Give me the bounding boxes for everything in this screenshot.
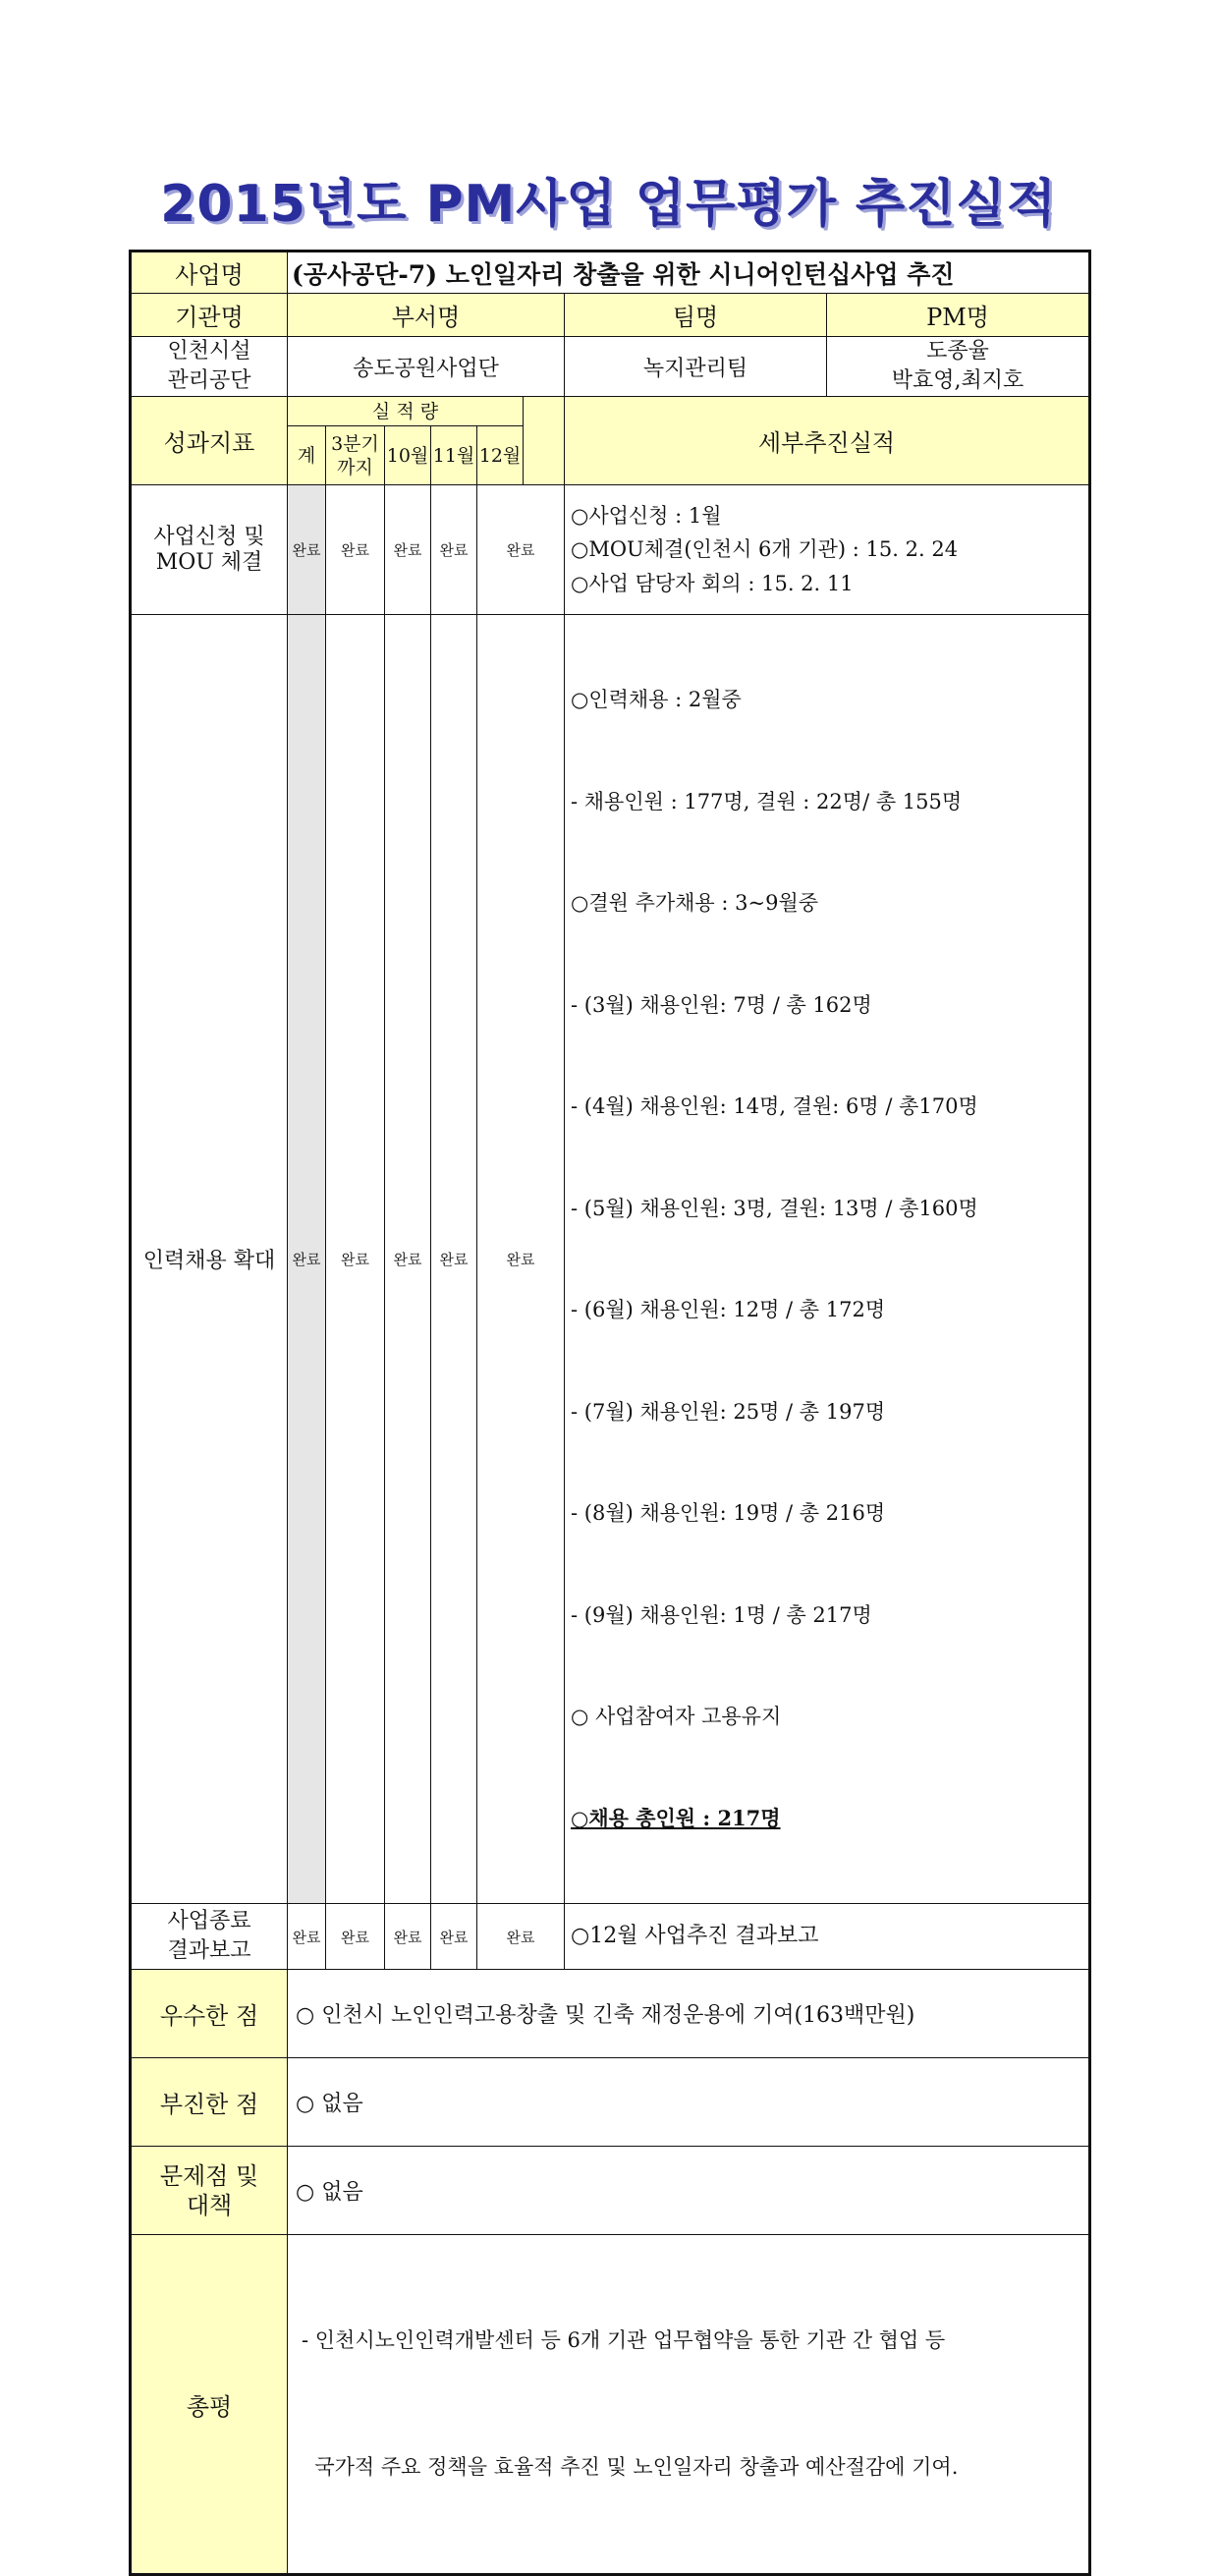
dec-header: 12월 xyxy=(477,426,524,485)
value-q3: 완료 xyxy=(326,1904,385,1970)
value-oct: 완료 xyxy=(385,485,431,615)
detail-header: 세부추진실적 xyxy=(565,397,1090,485)
perf-header-row-1 xyxy=(131,397,1090,426)
pm-value: 도종율 박효영,최지호 xyxy=(827,337,1090,397)
value-dec: 완료 xyxy=(477,1904,565,1970)
value-dec: 완료 xyxy=(477,615,565,1904)
project-label: 사업명 xyxy=(131,252,288,294)
nov-header: 11월 xyxy=(431,426,477,485)
pm-header: PM명 xyxy=(827,294,1090,337)
weaknesses-text: ○ 없음 xyxy=(288,2058,1090,2147)
detail-cell: ○12월 사업추진 결과보고 xyxy=(565,1904,1090,1970)
agency-header: 기관명 xyxy=(131,294,288,337)
total-header: 계 xyxy=(288,426,326,485)
overall-text: - 인천시노인인력개발센터 등 6개 기관 업무협약을 통한 기관 간 협업 등 국가적 주요 정책을 효율적 추진 및 노인일자리 창출과 예산절감에 기여. xyxy=(288,2235,1090,2575)
value-nov: 완료 xyxy=(431,615,477,1904)
total-hired-highlight: ○채용 총인원 : 217명 xyxy=(571,1805,781,1830)
indicator-header: 성과지표 xyxy=(131,397,288,485)
table-row xyxy=(131,485,1090,615)
project-row xyxy=(131,252,1090,294)
project-name: (공사공단-7) 노인일자리 창출을 위한 시니어인턴십사업 추진 xyxy=(288,252,1090,294)
indicator-cell: 사업종료 결과보고 xyxy=(131,1904,288,1970)
department-header: 부서명 xyxy=(288,294,565,337)
performance-table xyxy=(129,250,1091,2576)
results-header: 실 적 량 xyxy=(288,397,524,426)
detail-cell: ○사업신청 : 1월 ○MOU체결(인천시 6개 기관) : 15. 2. 24 ○사업 담당자 회의 : 15. 2. 11 xyxy=(565,485,1090,615)
page-title: 2015년도 PM사업 업무평가 추진실적 xyxy=(160,175,1057,234)
table-row xyxy=(131,1904,1090,1970)
table-row xyxy=(131,615,1090,1904)
value-total: 완료 xyxy=(288,485,326,615)
weaknesses-row xyxy=(131,2058,1090,2147)
overall-row xyxy=(131,2235,1090,2575)
strengths-row xyxy=(131,1970,1090,2058)
value-nov: 완료 xyxy=(431,485,477,615)
org-header-row xyxy=(131,294,1090,337)
strengths-text: ○ 인천시 노인인력고용창출 및 긴축 재정운용에 기여(163백만원) xyxy=(288,1970,1090,2058)
department-value: 송도공원사업단 xyxy=(288,337,565,397)
org-value-row xyxy=(131,337,1090,397)
problems-text: ○ 없음 xyxy=(288,2147,1090,2235)
q3-header: 3분기 까지 xyxy=(326,426,385,485)
indicator-cell: 사업신청 및 MOU 체결 xyxy=(131,485,288,615)
indicator-cell: 인력채용 확대 xyxy=(131,615,288,1904)
team-value: 녹지관리팀 xyxy=(565,337,827,397)
value-dec: 완료 xyxy=(477,485,565,615)
problems-label: 문제점 및 대책 xyxy=(131,2147,288,2235)
problems-row xyxy=(131,2147,1090,2235)
team-header: 팀명 xyxy=(565,294,827,337)
oct-header: 10월 xyxy=(385,426,431,485)
agency-value: 인천시설 관리공단 xyxy=(131,337,288,397)
value-oct: 완료 xyxy=(385,1904,431,1970)
value-q3: 완료 xyxy=(326,615,385,1904)
overall-label: 총평 xyxy=(131,2235,288,2575)
value-q3: 완료 xyxy=(326,485,385,615)
value-total: 완료 xyxy=(288,1904,326,1970)
value-oct: 완료 xyxy=(385,615,431,1904)
weaknesses-label: 부진한 점 xyxy=(131,2058,288,2147)
value-nov: 완료 xyxy=(431,1904,477,1970)
detail-cell: ○인력채용 : 2월중 - 채용인원 : 177명, 결원 : 22명/ 총 155명 ○결원 추가채용 : 3~9월중 - (3월) 채용인원: 7명 / 총 162명 - (4월) 채용인원: 14명, 결원: 6명 / 총170명 - (5월) 채용인원: 3명, 결원: 13명 / 총160명 - (6월) 채용인원: 12명 / 총 172명 - (7월) 채용인원: 25명 / 총 197명 - (8월) 채용인원: 19명 / 총 216명 - (9월) 채용인원: 1명 / 총 217명 ○ 사업참여자 고용유지 ○채용 총인원 : 217명 xyxy=(565,615,1090,1904)
value-total: 완료 xyxy=(288,615,326,1904)
strengths-label: 우수한 점 xyxy=(131,1970,288,2058)
